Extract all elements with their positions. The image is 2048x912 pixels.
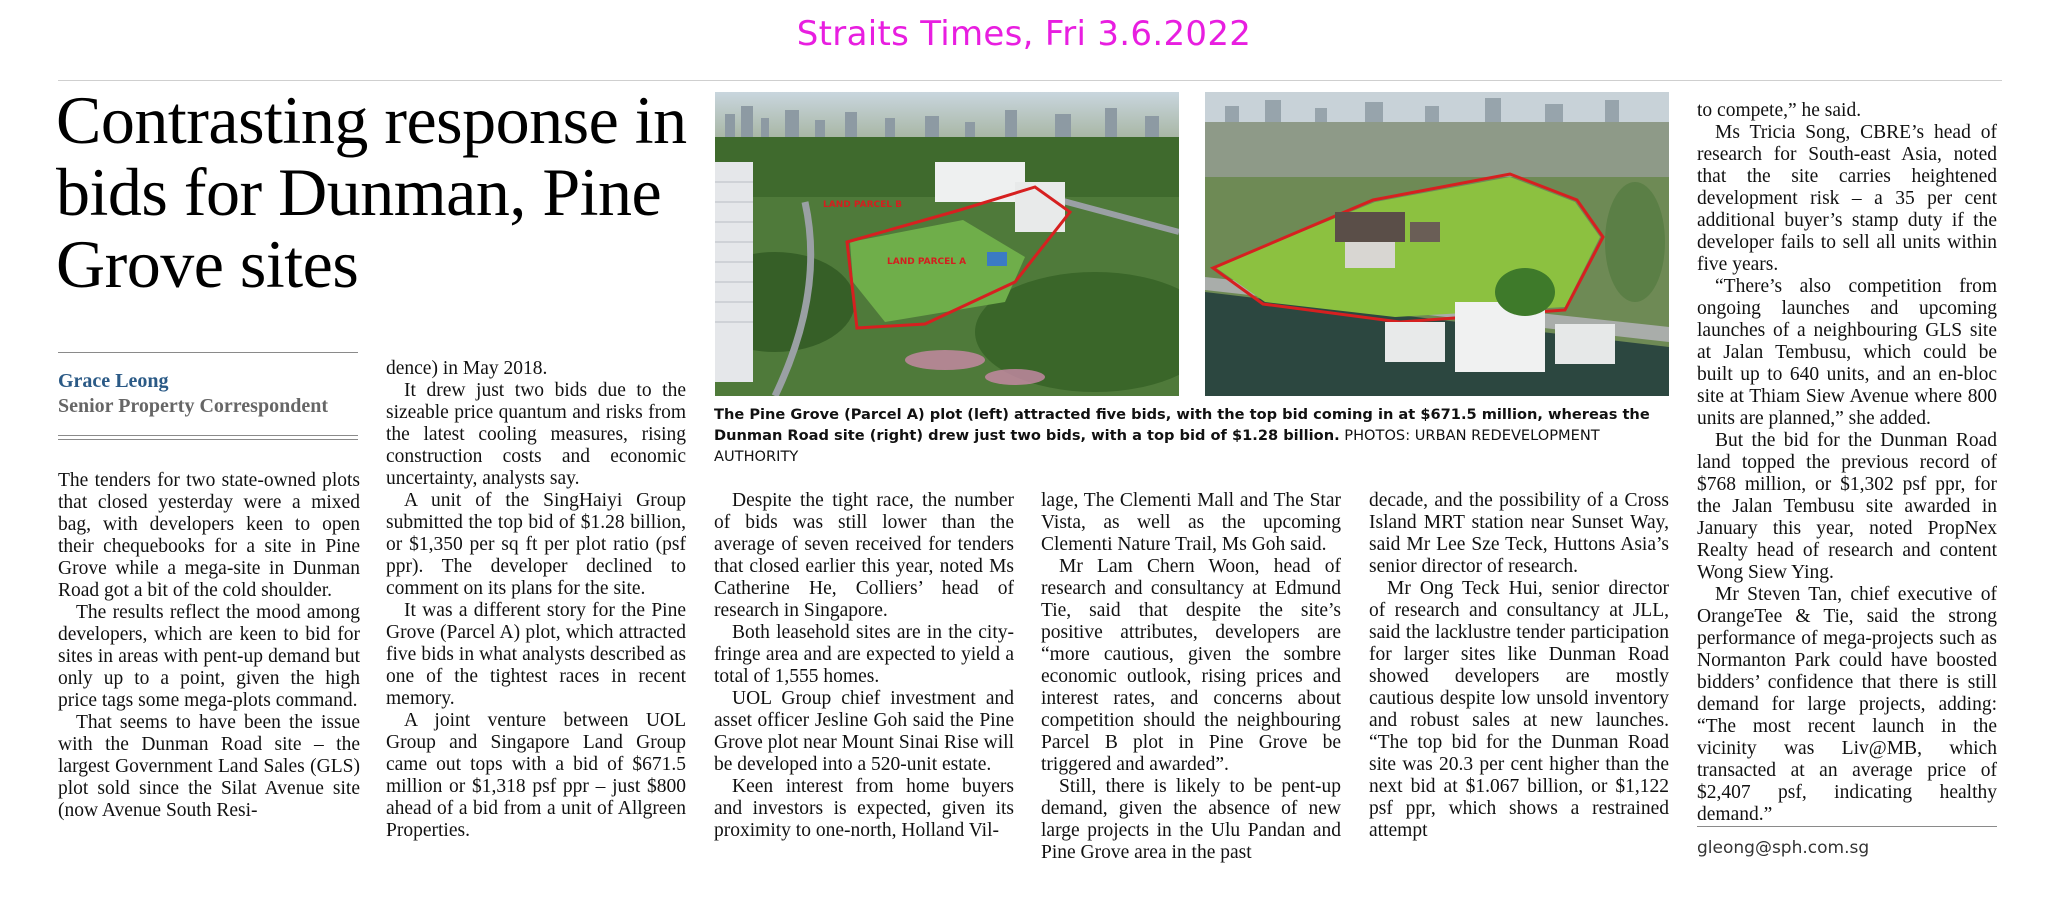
photo-pine-grove	[715, 92, 1179, 396]
paragraph: Both leasehold sites are in the city-fringe area and are expected to yield a total of 1,555 homes.	[714, 622, 1014, 687]
photo-dunman-road	[1205, 92, 1669, 396]
byline-bottom-rule	[58, 435, 358, 440]
author-email[interactable]: gleong@sph.com.sg	[1697, 838, 1870, 858]
paragraph: to compete,” he said.	[1697, 100, 1862, 121]
paragraph: A unit of the SingHaiyi Group submitted the top bid of $1.28 billion, or $1,350 per sq ft per plot ratio (psf ppr). The developer declined to comment on its plans for the site.	[386, 490, 686, 599]
article-column-4	[1041, 490, 1341, 864]
paragraph: Still, there is likely to be pent-up demand, given the absence of new large projects in the Ulu Pandan and Pine Grove area in the past	[1041, 776, 1341, 863]
paragraph: That seems to have been the issue with the Dunman Road site – the largest Government Land Sales (GLS) plot sold since the Silat Avenue site (now Avenue South Resi-	[58, 712, 360, 821]
paragraph: It was a different story for the Pine Grove (Parcel A) plot, which attracted five bids in what analysts described as one of the tightest races in recent memory.	[386, 600, 686, 709]
paragraph: But the bid for the Dunman Road land topped the previous record of $768 million, or $1,302 psf ppr, for the Jalan Tembusu site awarded in January this year, noted PropNex Realty head of research and content Wong Siew Ying.	[1697, 430, 1997, 583]
end-rule	[1697, 826, 1997, 827]
paragraph: Ms Tricia Song, CBRE’s head of research for South-east Asia, noted that the site carries heightened development risk – a 35 per cent additional buyer’s stamp duty if the developer fails to sell all units within five years.	[1697, 122, 1997, 275]
paragraph: Mr Lam Chern Woon, head of research and consultancy at Edmund Tie, said that despite the site’s positive attributes, developers are “more cautious, given the sombre economic outlook, rising prices and interest rates, and concerns about competition should the neighbouring Parcel B plot in Pine Grove be triggered and awarded”.	[1041, 556, 1341, 775]
parcel-b-label: LAND PARCEL B	[823, 200, 902, 210]
photo-caption	[714, 404, 1674, 467]
byline-role: Senior Property Correspondent	[58, 395, 328, 417]
paragraph: decade, and the possibility of a Cross Island MRT station near Sunset Way, said Mr Lee Sze Teck, Huttons Asia’s senior director of research.	[1369, 490, 1669, 577]
article-column-3	[714, 490, 1014, 842]
parcel-a-label: LAND PARCEL A	[887, 257, 967, 267]
article-column-1	[58, 470, 360, 822]
masthead: Straits Times, Fri 3.6.2022	[796, 14, 1252, 54]
paragraph: dence) in May 2018.	[386, 358, 548, 379]
byline-author: Grace Leong	[58, 370, 169, 392]
photo-credit: PHOTOS: URBAN REDEVELOPMENT AUTHORITY	[714, 427, 1600, 465]
paragraph: Despite the tight race, the number of bids was still lower than the average of seven received for tenders that closed earlier this year, noted Ms Catherine He, Colliers’ head of research in Singapore.	[714, 490, 1014, 621]
top-rule	[58, 80, 2002, 81]
paragraph: A joint venture between UOL Group and Singapore Land Group came out tops with a bid of $671.5 million or $1,318 psf ppr – just $800 ahead of a bid from a unit of Allgreen Properties.	[386, 710, 686, 841]
byline	[58, 352, 358, 440]
byline-top-rule	[58, 352, 358, 353]
paragraph: UOL Group chief investment and asset officer Jesline Goh said the Pine Grove plot near Mount Sinai Rise will be developed into a 520-unit estate.	[714, 688, 1014, 775]
article-column-2	[386, 358, 686, 842]
headline: Contrasting response in bids for Dunman, Pine Grove sites	[56, 82, 687, 302]
article-column-5	[1369, 490, 1669, 842]
paragraph: Mr Ong Teck Hui, senior director of research and consultancy at JLL, said the lacklustre tender participation for larger sites like Dunman Road showed developers are mostly cautious despite low unsold inventory and robust sales at new launches. “The top bid for the Dunman Road site was 20.3 per cent higher than the next bid at $1.067 billion, or $1,122 psf ppr, which shows a restrained attempt	[1369, 578, 1669, 841]
paragraph: The results reflect the mood among developers, which are keen to bid for sites in areas with pent-up demand but only up to a point, given the high price tags some mega-plots command.	[58, 602, 360, 711]
caption-text: The Pine Grove (Parcel A) plot (left) attracted five bids, with the top bid coming in at $671.5 million, whereas the Dunman Road site (right) drew just two bids, with a top bid of $1.28 billion.	[714, 406, 1650, 444]
article-column-6	[1697, 100, 1997, 826]
paragraph: lage, The Clementi Mall and The Star Vista, as well as the upcoming Clementi Nature Trail, Ms Goh said.	[1041, 490, 1341, 555]
paragraph: The tenders for two state-owned plots that closed yesterday were a mixed bag, with developers keen to open their chequebooks for a site in Pine Grove while a mega-site in Dunman Road got a bit of the cold shoulder.	[58, 470, 360, 601]
paragraph: Keen interest from home buyers and investors is expected, given its proximity to one-north, Holland Vil-	[714, 776, 1014, 841]
paragraph: “There’s also competition from ongoing launches and upcoming launches of a neighbouring GLS site at Jalan Tembusu, which could be built up to 640 units, and an en-bloc site at Thiam Siew Avenue where 800 units are planned,” she added.	[1697, 276, 1997, 429]
paragraph: It drew just two bids due to the sizeable price quantum and risks from the latest cooling measures, rising construction costs and economic uncertainty, analysts say.	[386, 380, 686, 489]
paragraph: Mr Steven Tan, chief executive of OrangeTee & Tie, said the strong performance of mega-projects such as Normanton Park could have boosted bidders’ confidence that there is still demand for large projects, adding: “The most recent launch in the vicinity was Liv@MB, which transacted at an average price of $2,407 psf, indicating healthy demand.”	[1697, 584, 1997, 825]
